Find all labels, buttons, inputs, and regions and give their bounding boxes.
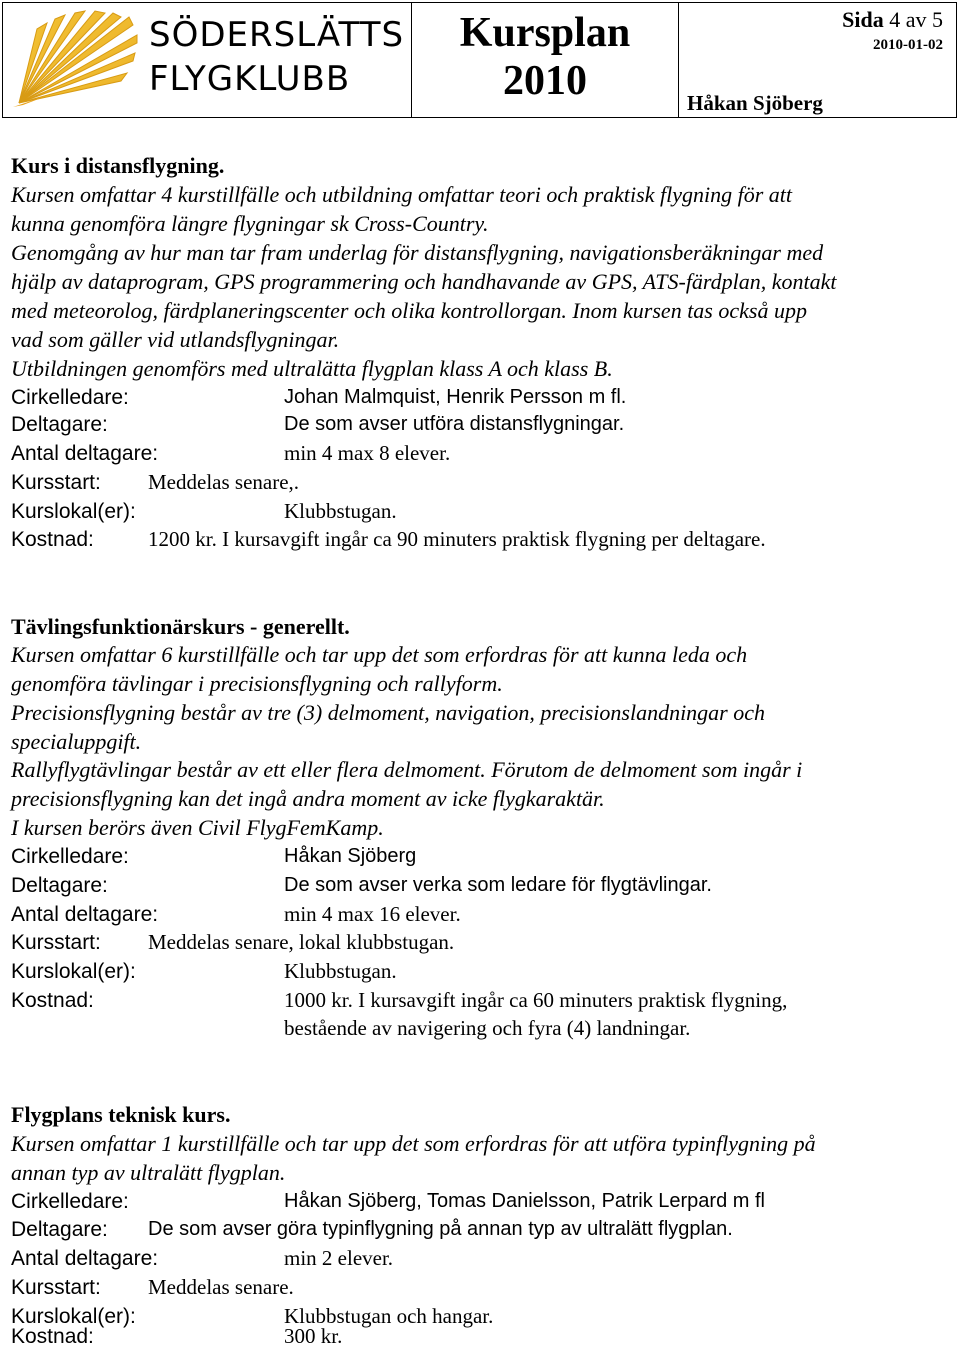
- cost-label: Kostnad:: [11, 1325, 94, 1348]
- club-logo: [3, 3, 411, 117]
- document-year: 2010: [503, 58, 587, 104]
- description-line: hjälp av dataprogram, GPS programmering och handhavande av GPS, ATS-färdplan, kontakt: [11, 269, 837, 294]
- participants-label: Deltagare:: [11, 413, 108, 436]
- start-label: Kursstart:: [11, 931, 101, 954]
- cost-value: 1000 kr. I kursavgift ingår ca 60 minuters praktisk flygning,: [284, 988, 788, 1012]
- description-line: Precisionsflygning består av tre (3) delmoment, navigation, precisionslandningar och: [11, 700, 766, 725]
- cost-label: Kostnad:: [11, 989, 94, 1012]
- start-value: Meddelas senare.: [148, 1275, 294, 1299]
- count-label: Antal deltagare:: [11, 442, 159, 465]
- participants-label: Deltagare:: [11, 1218, 108, 1241]
- start-label: Kursstart:: [11, 1276, 101, 1299]
- start-value: Meddelas senare, lokal klubbstugan.: [148, 930, 455, 954]
- location-value: Klubbstugan.: [284, 959, 397, 983]
- leader-value: Johan Malmquist, Henrik Persson m fl.: [284, 386, 627, 408]
- location-label: Kurslokal(er):: [11, 960, 136, 983]
- description-line: med meteorolog, färdplaneringscenter och olika kontrollorgan. Inom kursen tas också upp: [11, 298, 807, 323]
- page-count: 4 av 5: [889, 7, 943, 32]
- count-value: min 4 max 16 elever.: [284, 902, 461, 926]
- count-value: min 4 max 8 elever.: [284, 441, 451, 465]
- description-line: Genomgång av hur man tar fram underlag för distansflygning, navigationsberäkningar med: [11, 240, 824, 265]
- cost-value: 300 kr.: [284, 1324, 343, 1348]
- participants-value: De som avser verka som ledare för flygtävlingar.: [284, 874, 712, 896]
- description-line: genomföra tävlingar i precisionsflygning och rallyform.: [11, 671, 503, 696]
- cost-value: 1200 kr. I kursavgift ingår ca 90 minuters praktisk flygning per deltagare.: [148, 527, 766, 551]
- leader-value: Håkan Sjöberg: [284, 845, 417, 867]
- document-title: Kursplan: [459, 10, 631, 56]
- document-date: 2010-01-02: [873, 37, 943, 53]
- description-line: Kursen omfattar 6 kurstillfälle och tar upp det som erfordras för att kunna leda och: [11, 642, 748, 667]
- leader-value: Håkan Sjöberg, Tomas Danielsson, Patrik Lerpard m fl: [284, 1190, 765, 1212]
- count-label: Antal deltagare:: [11, 1247, 159, 1270]
- start-value: Meddelas senare,.: [148, 470, 300, 494]
- header-title-cell: [411, 3, 679, 117]
- start-label: Kursstart:: [11, 471, 101, 494]
- description-line: specialuppgift.: [11, 729, 142, 754]
- location-label: Kurslokal(er):: [11, 1305, 136, 1328]
- leader-label: Cirkelledare:: [11, 845, 129, 868]
- header-meta-cell: [679, 3, 957, 117]
- wing-logo-icon: [9, 7, 141, 111]
- count-value: min 2 elever.: [284, 1246, 394, 1270]
- section-title: Kurs i distansflygning.: [11, 153, 225, 178]
- description-line: Kursen omfattar 1 kurstillfälle och tar upp det som erfordras för att utföra typinflygning på: [11, 1131, 816, 1156]
- cost-value-continued: bestående av navigering och fyra (4) landningar.: [284, 1016, 691, 1040]
- logo-text-line2: FLYGKLUBB: [149, 59, 351, 99]
- description-line: precisionsflygning kan det ingå andra moment av icke flygkaraktär.: [11, 786, 605, 811]
- description-line: vad som gäller vid utlandsflygningar.: [11, 327, 340, 352]
- section-title: Tävlingsfunktionärskurs - generellt.: [11, 614, 350, 639]
- description-line: Kursen omfattar 4 kurstillfälle och utbildning omfattar teori och praktisk flygning för att: [11, 182, 792, 207]
- logo-text-line1: SÖDERSLÄTTS: [149, 15, 405, 55]
- description-line: Utbildningen genomförs med ultralätta flygplan klass A och klass B.: [11, 356, 613, 381]
- page-header: [2, 2, 957, 118]
- count-label: Antal deltagare:: [11, 903, 159, 926]
- location-value: Klubbstugan.: [284, 499, 397, 523]
- participants-value: De som avser göra typinflygning på annan typ av ultralätt flygplan.: [148, 1218, 733, 1240]
- cost-label: Kostnad:: [11, 528, 94, 551]
- leader-label: Cirkelledare:: [11, 386, 129, 409]
- location-value: Klubbstugan och hangar.: [284, 1304, 494, 1328]
- participants-label: Deltagare:: [11, 874, 108, 897]
- leader-label: Cirkelledare:: [11, 1190, 129, 1213]
- participants-value: De som avser utföra distansflygningar.: [284, 413, 625, 435]
- description-line: kunna genomföra längre flygningar sk Cross-Country.: [11, 211, 489, 236]
- page-number: [842, 7, 943, 33]
- description-line: I kursen berörs även Civil FlygFemKamp.: [11, 815, 384, 840]
- description-line: annan typ av ultralätt flygplan.: [11, 1160, 286, 1185]
- section-title: Flygplans teknisk kurs.: [11, 1102, 231, 1127]
- location-label: Kurslokal(er):: [11, 500, 136, 523]
- document-author: Håkan Sjöberg: [687, 91, 823, 115]
- description-line: Rallyflygtävlingar består av ett eller flera delmoment. Förutom de delmoment som ingår i: [11, 757, 803, 782]
- page-prefix: Sida: [842, 7, 884, 32]
